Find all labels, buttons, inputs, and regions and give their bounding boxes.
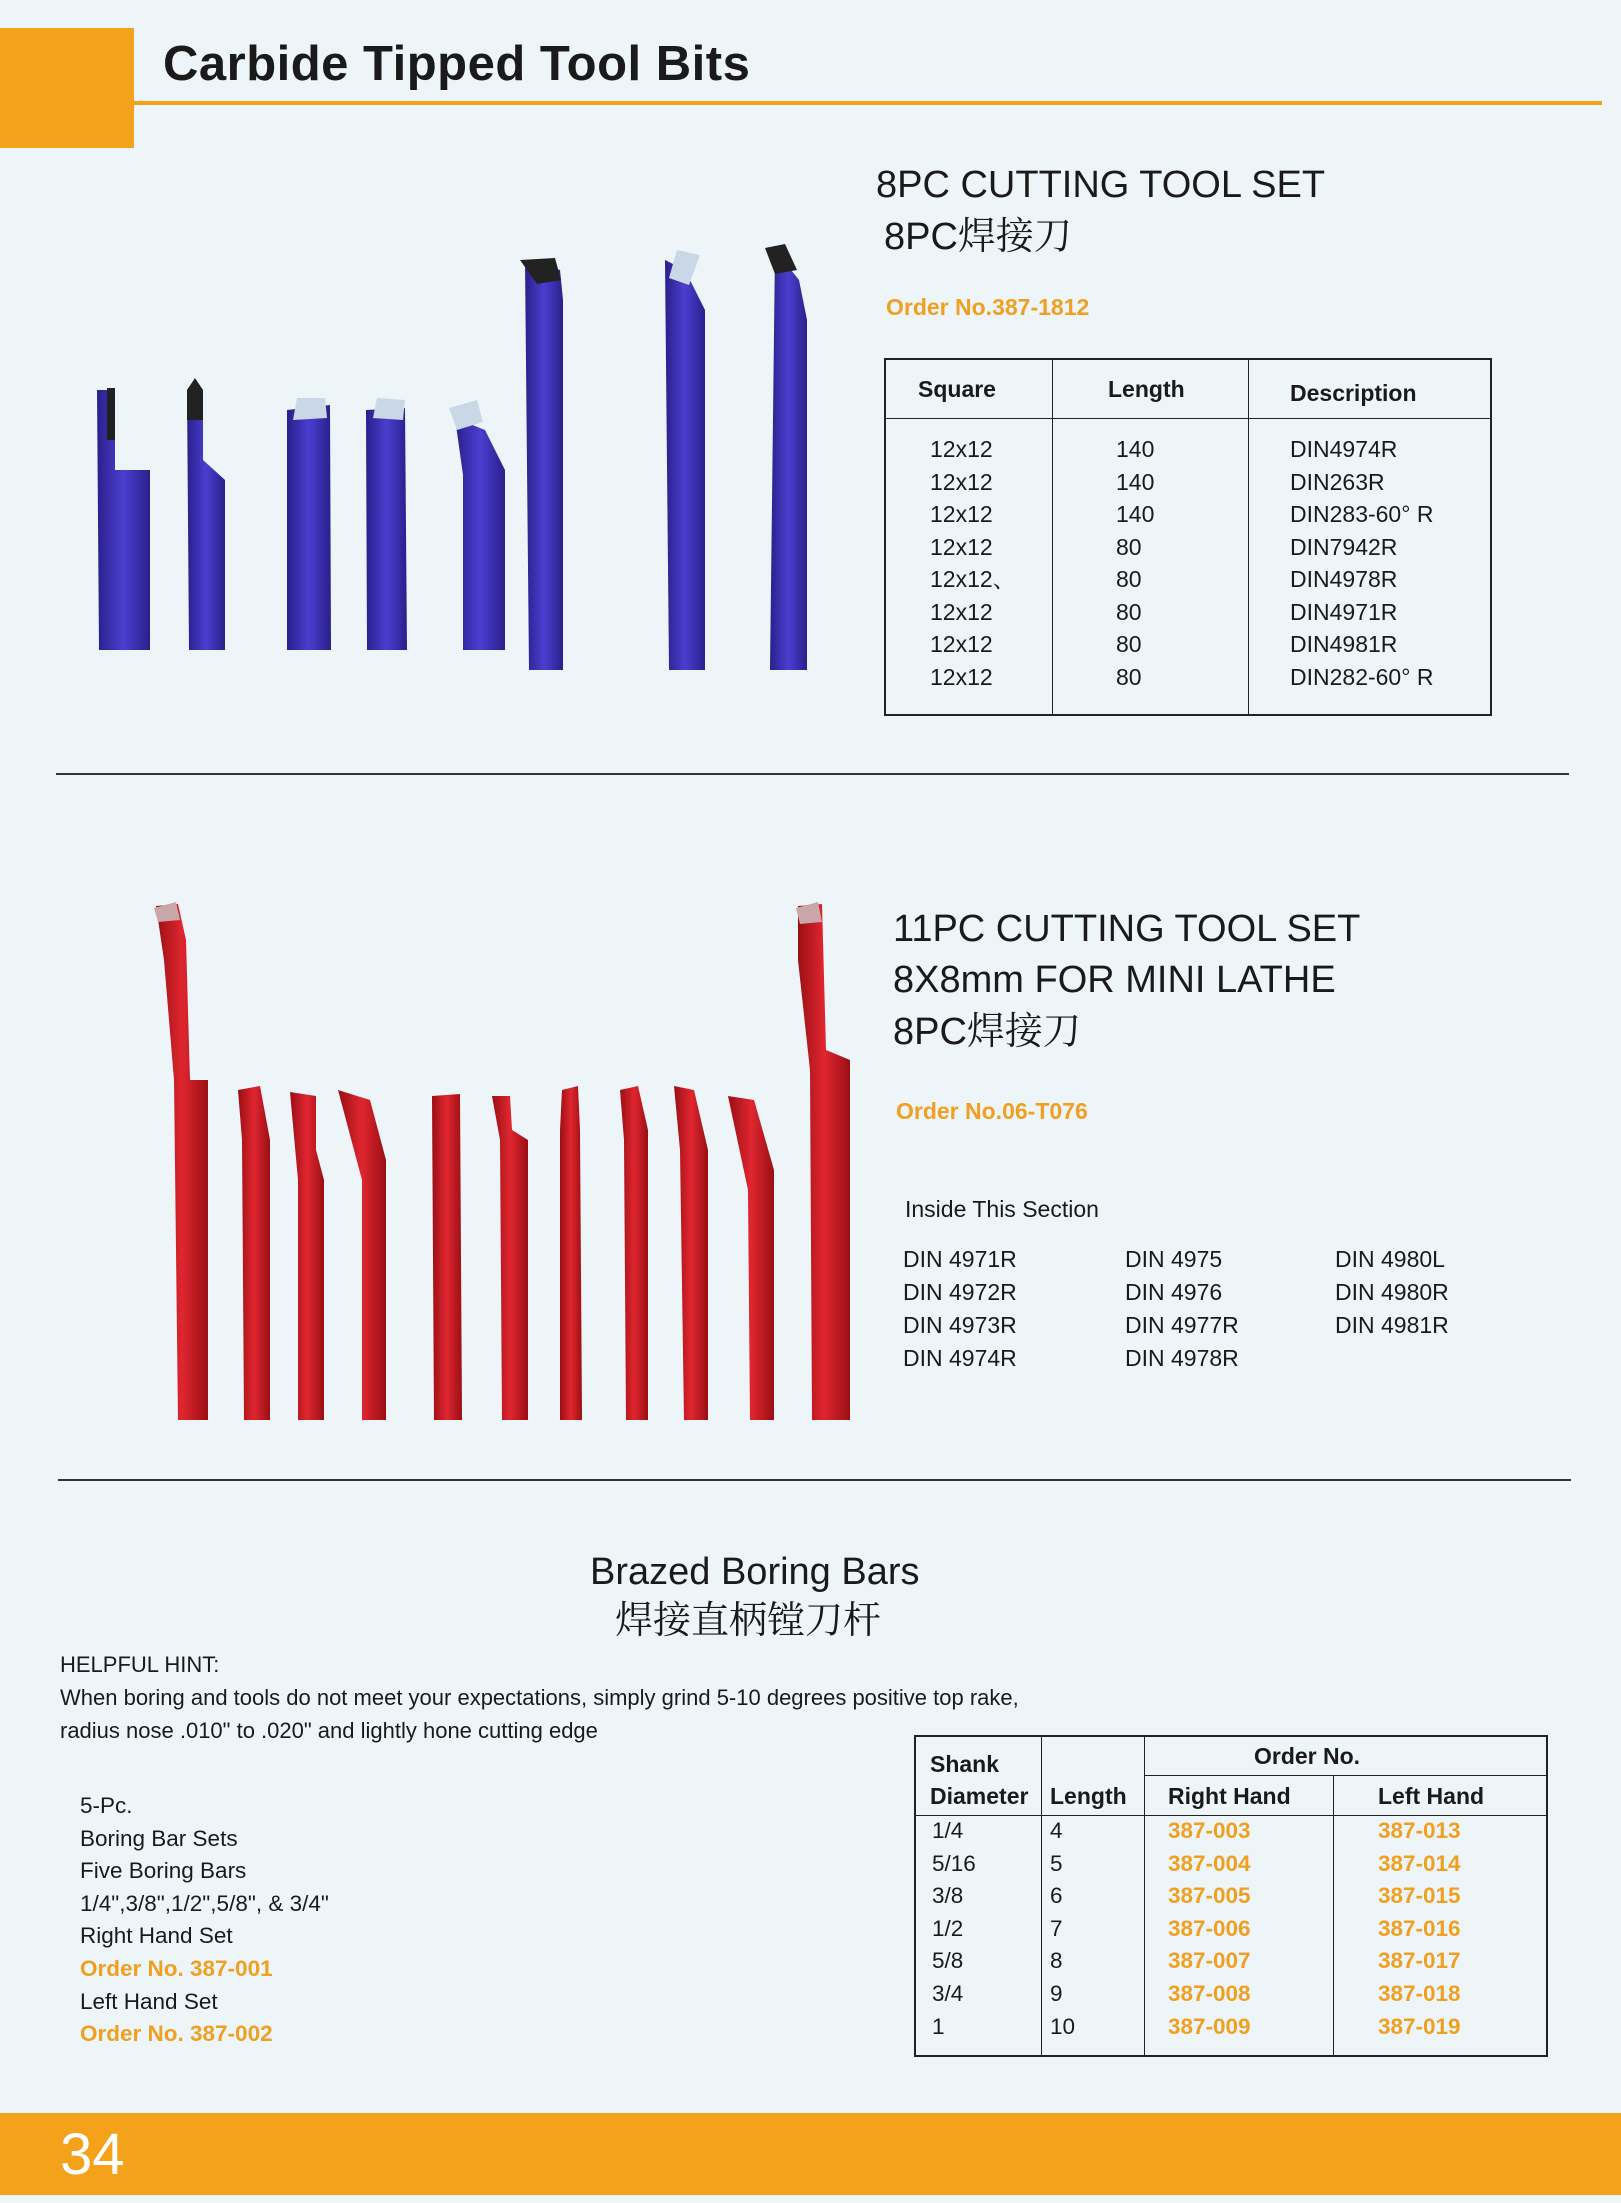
length-column — [1050, 1815, 1075, 2043]
table-cell: 12x12 — [930, 436, 993, 462]
set8-title-cn: 8PC焊接刀 — [884, 216, 1072, 258]
table-cell: 5/8 — [932, 1948, 964, 1974]
col-header-left-hand: Left Hand — [1378, 1783, 1485, 1809]
table-cell: 12x12、 — [930, 566, 1016, 592]
table-cell: 387-008 — [1168, 1980, 1251, 2006]
table-cell: 12x12 — [930, 598, 993, 625]
list-item: Left Hand Set — [80, 1988, 218, 2014]
table-cell: 140 — [1116, 501, 1155, 527]
table-cell: 4 — [1050, 1818, 1063, 1843]
table-cell: DIN4971R — [1290, 598, 1398, 625]
footer-bar — [0, 2113, 1621, 2195]
boring-set-info — [80, 1790, 329, 2051]
table-cell: DIN4978R — [1290, 566, 1398, 592]
table-cell: 80 — [1116, 566, 1142, 592]
right-hand-column — [1168, 1815, 1251, 2043]
list-item: DIN 4976 — [1125, 1279, 1223, 1305]
description-column — [1290, 433, 1433, 693]
boring-bar-table — [914, 1735, 1548, 2057]
table-cell: 140 — [1116, 468, 1155, 495]
table-cell: 387-003 — [1168, 1818, 1251, 1843]
table-cell: 8 — [1050, 1948, 1063, 1974]
header-accent-block — [0, 28, 134, 148]
table-cell: 12x12 — [930, 468, 993, 495]
table-cell: DIN283-60° R — [1290, 501, 1434, 527]
header-rule — [134, 101, 1602, 105]
table-cell: 387-006 — [1168, 1915, 1251, 1941]
col-header-order-no: Order No. — [1254, 1743, 1361, 1769]
table-cell: DIN263R — [1290, 468, 1385, 495]
table-cell: 387-019 — [1378, 2013, 1461, 2039]
din-list-col3 — [1335, 1243, 1449, 1342]
col-header-length: Length — [1050, 1783, 1127, 1809]
list-item: DIN 4975 — [1125, 1246, 1223, 1272]
table-cell: 12x12 — [930, 533, 993, 560]
set11-title-line1: 11PC CUTTING TOOL SET — [893, 908, 1361, 950]
blue-tool-bits-image — [85, 240, 845, 680]
list-item: DIN 4981R — [1335, 1312, 1449, 1338]
table-cell: 1/2 — [932, 1915, 964, 1941]
table-cell: DIN4981R — [1290, 631, 1398, 657]
table-cell: 387-013 — [1378, 1818, 1461, 1843]
list-item: Right Hand Set — [80, 1923, 233, 1949]
table-cell: 5/16 — [932, 1850, 976, 1876]
col-header-description: Description — [1290, 380, 1417, 406]
col-header-square: Square — [918, 376, 996, 402]
set11-title-line2: 8X8mm FOR MINI LATHE — [893, 959, 1336, 1001]
col-header-length: Length — [1108, 376, 1185, 402]
table-cell: 80 — [1116, 631, 1142, 657]
table-cell: 12x12 — [930, 663, 993, 690]
list-item: DIN 4980L — [1335, 1246, 1445, 1272]
table-cell: DIN282-60° R — [1290, 663, 1434, 690]
set8-spec-table — [884, 358, 1492, 716]
table-cell: 387-014 — [1378, 1850, 1461, 1876]
table-cell: 387-018 — [1378, 1980, 1461, 2006]
left-hand-column — [1378, 1815, 1461, 2043]
table-cell: 387-005 — [1168, 1883, 1251, 1909]
table-cell: 387-009 — [1168, 2013, 1251, 2039]
table-cell: 9 — [1050, 1980, 1063, 2006]
right-hand-order-number: Order No. 387-001 — [80, 1955, 273, 1981]
diameter-column — [932, 1815, 976, 2043]
boring-title-cn: 焊接直柄镗刀杆 — [615, 1600, 882, 1642]
col-header-diameter: Diameter — [930, 1783, 1029, 1809]
section-divider — [56, 773, 1569, 775]
table-cell: 12x12 — [930, 501, 993, 527]
table-cell: 387-007 — [1168, 1948, 1251, 1974]
table-cell: 140 — [1116, 436, 1155, 462]
list-item: 5-Pc. — [80, 1793, 133, 1818]
boring-title-en: Brazed Boring Bars — [590, 1551, 920, 1593]
table-cell: 5 — [1050, 1850, 1063, 1876]
table-cell: 3/4 — [932, 1980, 964, 2006]
table-cell: 80 — [1116, 663, 1142, 690]
page-title: Carbide Tipped Tool Bits — [163, 37, 751, 91]
hint-label: HELPFUL HINT: — [60, 1652, 220, 1677]
red-tool-bits-image — [150, 900, 870, 1430]
table-cell: 1/4 — [932, 1818, 964, 1843]
length-column — [1116, 433, 1154, 693]
col-header-right-hand: Right Hand — [1168, 1783, 1291, 1809]
left-hand-order-number: Order No. 387-002 — [80, 2021, 273, 2047]
list-item: DIN 4978R — [1125, 1345, 1239, 1371]
helpful-hint — [60, 1648, 1019, 1747]
page-number: 34 — [60, 2122, 125, 2187]
list-item: DIN 4980R — [1335, 1279, 1449, 1305]
table-cell: 1 — [932, 2013, 945, 2039]
table-cell: 80 — [1116, 533, 1142, 560]
din-list-col2 — [1125, 1243, 1239, 1375]
table-cell: 387-004 — [1168, 1850, 1251, 1876]
set8-title-en: 8PC CUTTING TOOL SET — [876, 164, 1326, 206]
din-list-col1 — [903, 1243, 1017, 1375]
table-cell: DIN7942R — [1290, 533, 1398, 560]
hint-text: radius nose .010" to .020" and lightly hone cutting edge — [60, 1718, 598, 1743]
table-cell: DIN4974R — [1290, 436, 1398, 462]
table-cell: 7 — [1050, 1915, 1063, 1941]
set8-order-number: Order No.387-1812 — [886, 294, 1090, 320]
table-cell: 387-017 — [1378, 1948, 1461, 1974]
list-item: DIN 4973R — [903, 1312, 1017, 1338]
set11-order-number: Order No.06-T076 — [896, 1098, 1088, 1124]
col-header-shank: Shank — [930, 1751, 1000, 1777]
list-item: Five Boring Bars — [80, 1858, 247, 1884]
list-item: 1/4",3/8",1/2",5/8", & 3/4" — [80, 1890, 329, 1916]
table-cell: 387-015 — [1378, 1883, 1461, 1909]
section-divider — [58, 1479, 1571, 1481]
list-item: DIN 4974R — [903, 1345, 1017, 1371]
table-cell: 3/8 — [932, 1883, 964, 1909]
list-item: DIN 4972R — [903, 1279, 1017, 1305]
table-cell: 12x12 — [930, 631, 993, 657]
list-item: DIN 4971R — [903, 1246, 1017, 1272]
inside-section-label: Inside This Section — [905, 1196, 1099, 1222]
table-cell: 387-016 — [1378, 1915, 1461, 1941]
set11-title-line3: 8PC焊接刀 — [893, 1011, 1081, 1053]
list-item: Boring Bar Sets — [80, 1825, 238, 1851]
table-cell: 80 — [1116, 598, 1142, 625]
square-column — [930, 433, 1016, 693]
table-cell: 6 — [1050, 1883, 1063, 1909]
list-item: DIN 4977R — [1125, 1312, 1239, 1338]
table-cell: 10 — [1050, 2013, 1076, 2039]
hint-text: When boring and tools do not meet your expectations, simply grind 5-10 degrees positive top rake, — [60, 1685, 1019, 1710]
